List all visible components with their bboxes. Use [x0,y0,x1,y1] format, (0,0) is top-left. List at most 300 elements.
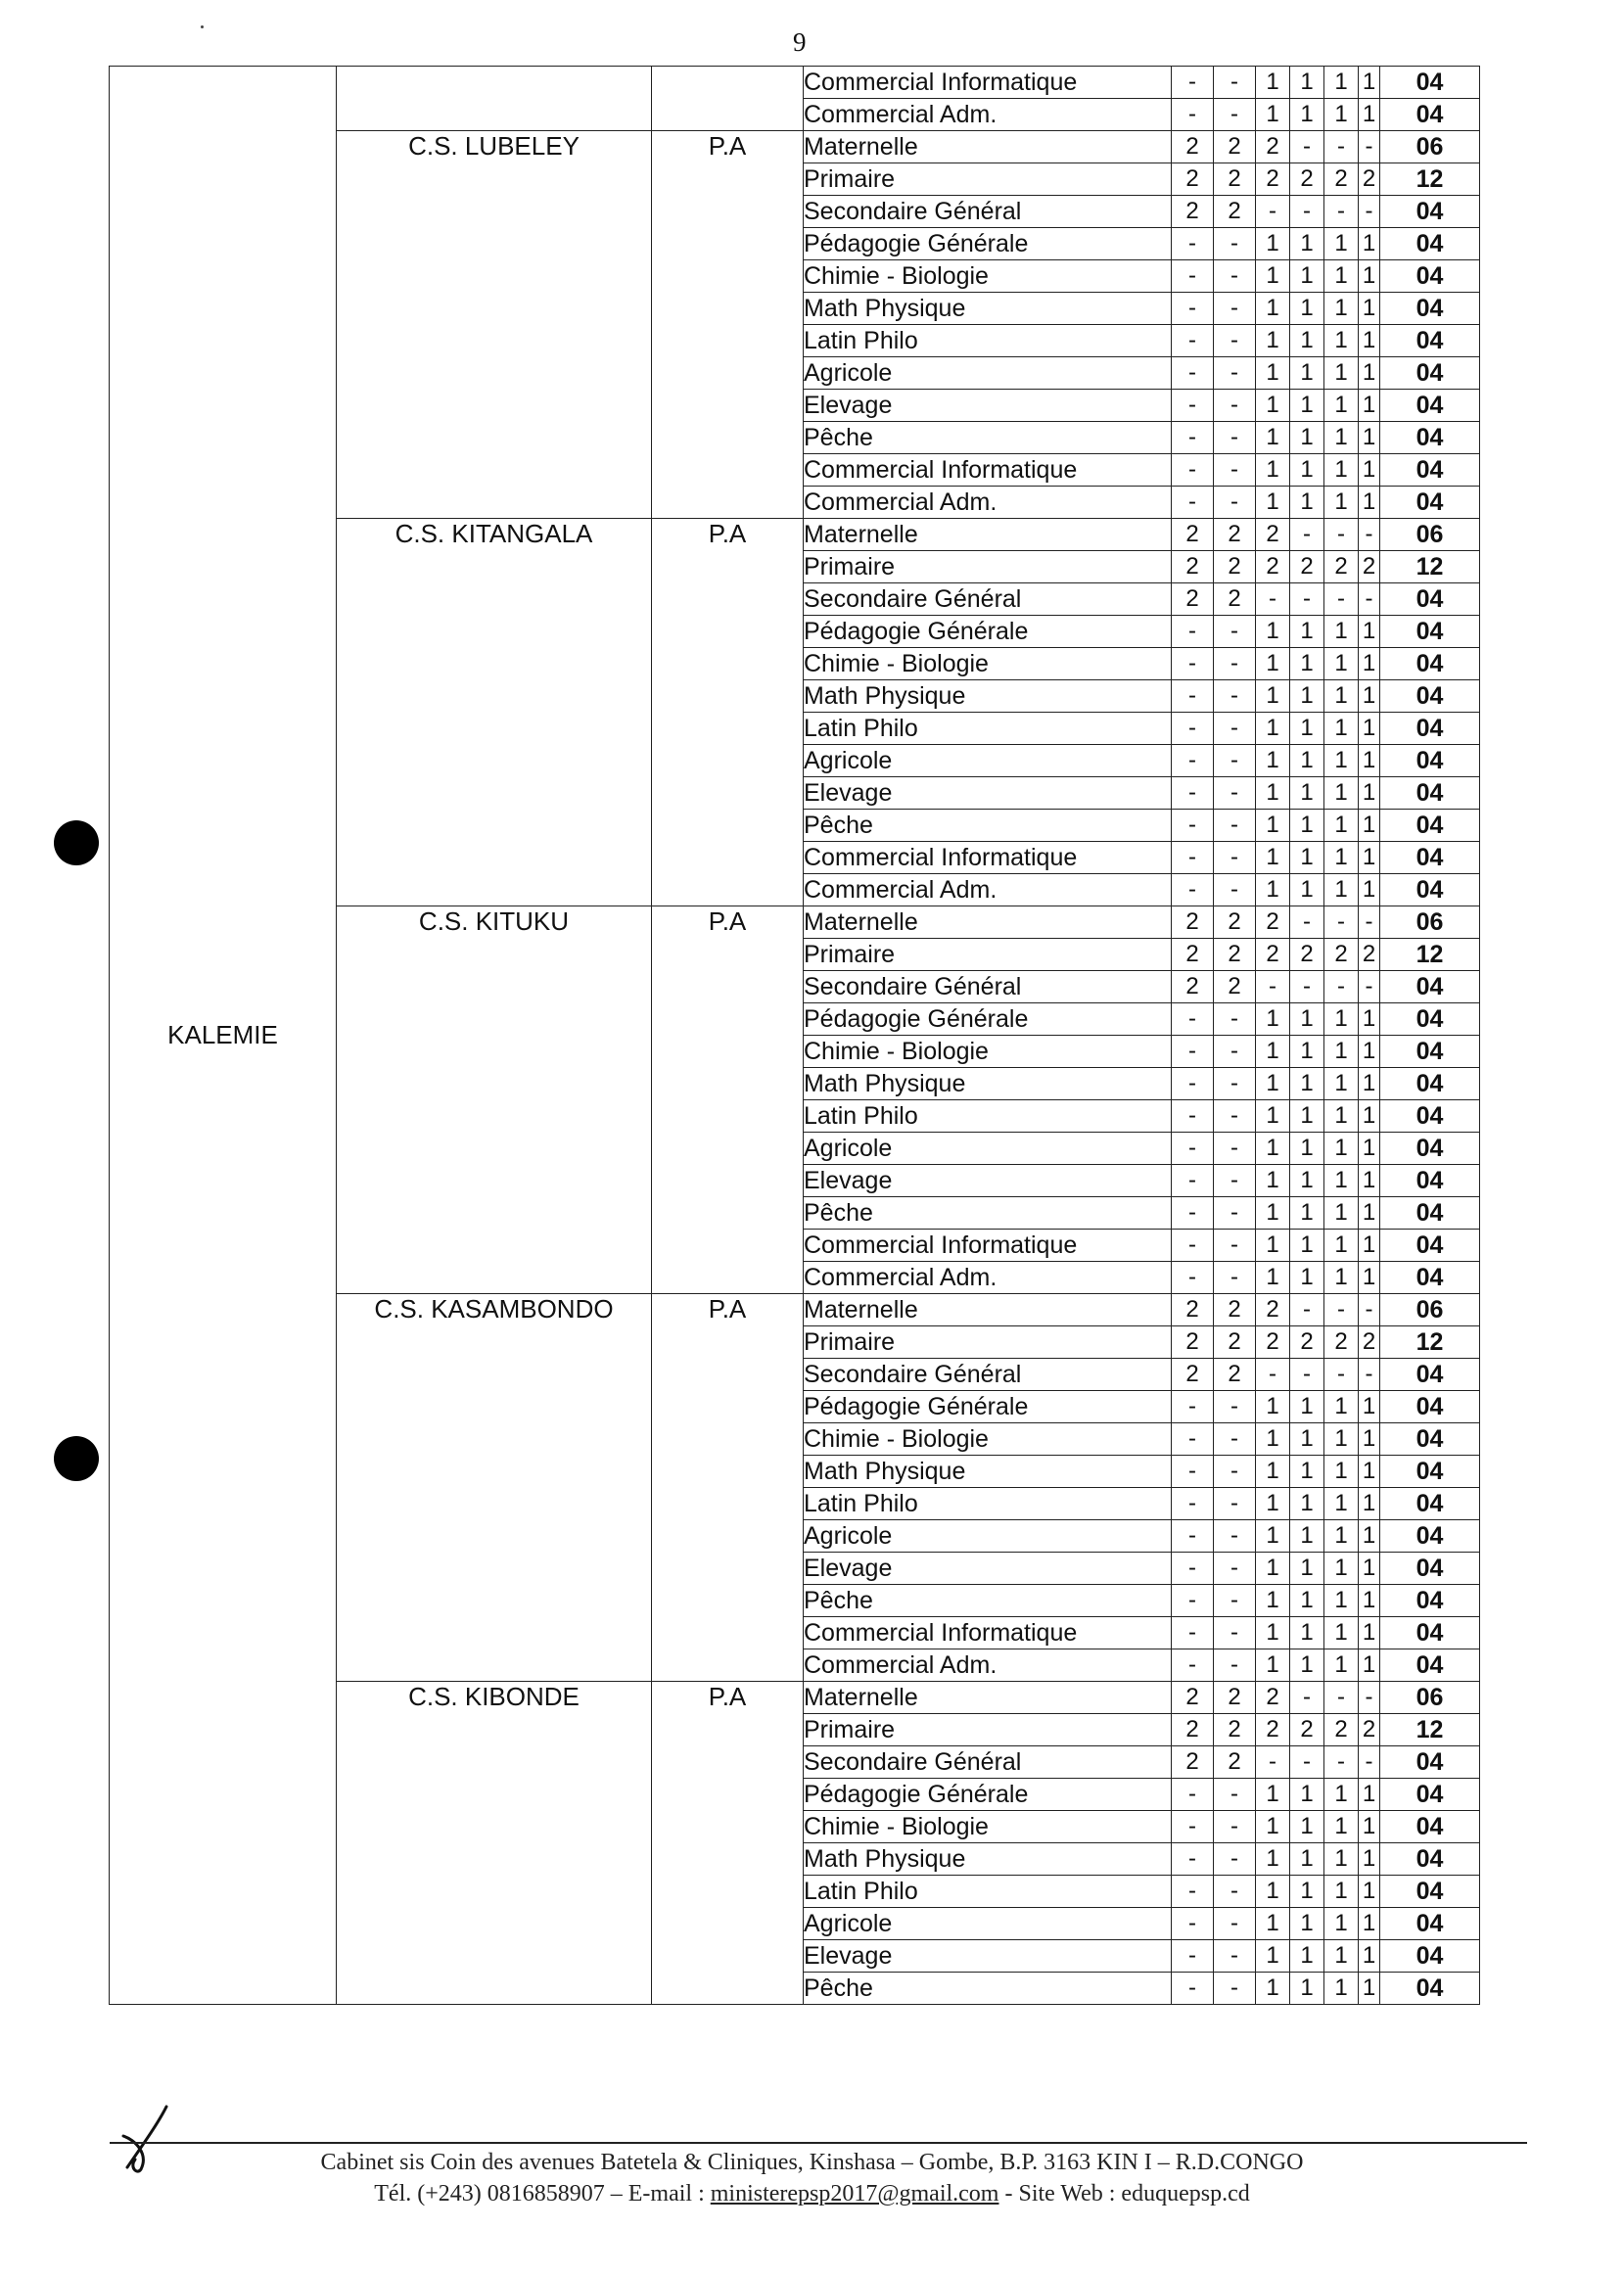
class-count-cell: 1 [1359,745,1380,777]
class-count-cell: 1 [1290,454,1324,487]
class-count-cell: 2 [1256,906,1290,939]
class-count-cell: - [1256,1746,1290,1779]
class-count-cell: - [1214,1553,1256,1585]
class-count-cell: - [1359,131,1380,163]
class-count-cell: - [1172,454,1214,487]
class-count-cell: - [1290,519,1324,551]
class-count-cell: 1 [1290,1391,1324,1423]
class-count-cell: - [1172,390,1214,422]
class-count-cell: - [1214,1068,1256,1100]
class-count-cell: 1 [1290,616,1324,648]
class-count-cell: 1 [1324,1488,1359,1520]
class-count-cell: 1 [1290,1973,1324,2005]
class-count-cell: 1 [1324,648,1359,680]
class-count-cell: 1 [1324,1456,1359,1488]
total-cell: 04 [1380,1973,1480,2005]
class-count-cell: - [1214,422,1256,454]
option-cell: Primaire [804,163,1172,196]
total-cell: 06 [1380,131,1480,163]
class-count-cell: 1 [1290,1488,1324,1520]
class-count-cell: 1 [1324,1165,1359,1197]
class-count-cell: 1 [1290,1423,1324,1456]
binder-hole [54,820,99,865]
class-count-cell: - [1172,1003,1214,1036]
class-count-cell: - [1290,1682,1324,1714]
class-count-cell: 1 [1256,1843,1290,1876]
class-count-cell: - [1172,1068,1214,1100]
class-count-cell: 1 [1256,1520,1290,1553]
option-cell: Primaire [804,1714,1172,1746]
total-cell: 04 [1380,1746,1480,1779]
class-count-cell: 1 [1359,390,1380,422]
school-name-cell: C.S. KASAMBONDO [337,1294,652,1682]
class-count-cell: - [1290,1294,1324,1326]
class-count-cell: 1 [1324,325,1359,357]
footer-phone: Tél. (+243) 0816858907 – E-mail : [374,2181,711,2206]
total-cell: 04 [1380,1262,1480,1294]
class-count-cell: - [1359,1359,1380,1391]
class-count-cell: 2 [1214,163,1256,196]
class-count-cell: - [1172,228,1214,260]
class-count-cell: - [1172,1133,1214,1165]
class-count-cell: 1 [1359,293,1380,325]
option-cell: Primaire [804,939,1172,971]
class-count-cell: 1 [1256,325,1290,357]
class-count-cell: - [1324,519,1359,551]
class-count-cell: 2 [1214,196,1256,228]
option-cell: Chimie - Biologie [804,648,1172,680]
class-count-cell: - [1172,260,1214,293]
class-count-cell: 1 [1256,1423,1290,1456]
class-count-cell: 1 [1324,228,1359,260]
class-count-cell: - [1172,67,1214,99]
class-count-cell: 1 [1324,1908,1359,1940]
class-count-cell: - [1172,1553,1214,1585]
class-count-cell: - [1214,1230,1256,1262]
class-count-cell: - [1172,1488,1214,1520]
class-count-cell: 1 [1359,487,1380,519]
class-count-cell: 1 [1359,810,1380,842]
option-cell: Math Physique [804,1068,1172,1100]
class-count-cell: 1 [1290,777,1324,810]
option-cell: Elevage [804,1940,1172,1973]
class-count-cell: - [1256,196,1290,228]
class-count-cell: 2 [1172,519,1214,551]
class-count-cell: - [1172,99,1214,131]
class-count-cell: 2 [1172,1294,1214,1326]
class-count-cell: 1 [1256,293,1290,325]
class-count-cell: 1 [1290,260,1324,293]
class-count-cell: 1 [1256,1391,1290,1423]
class-count-cell: - [1214,487,1256,519]
total-cell: 04 [1380,971,1480,1003]
class-count-cell: - [1214,260,1256,293]
class-count-cell: - [1214,777,1256,810]
class-count-cell: 1 [1359,1843,1380,1876]
class-count-cell: - [1214,1003,1256,1036]
class-count-cell: 2 [1290,163,1324,196]
class-count-cell: 1 [1359,1230,1380,1262]
class-count-cell: 1 [1290,99,1324,131]
total-cell: 04 [1380,1068,1480,1100]
option-cell: Pêche [804,1197,1172,1230]
class-count-cell: 2 [1214,971,1256,1003]
class-count-cell: - [1214,1779,1256,1811]
class-count-cell: - [1172,777,1214,810]
class-count-cell: 2 [1256,1326,1290,1359]
total-cell: 04 [1380,1876,1480,1908]
option-cell: Commercial Adm. [804,1649,1172,1682]
class-count-cell: - [1256,971,1290,1003]
school-cell-continued [337,67,652,131]
class-count-cell: 1 [1256,1068,1290,1100]
class-count-cell: - [1214,293,1256,325]
class-count-cell: 1 [1324,67,1359,99]
class-count-cell: 2 [1172,971,1214,1003]
class-count-cell: 1 [1290,1456,1324,1488]
class-count-cell: - [1172,874,1214,906]
class-count-cell: - [1214,1649,1256,1682]
class-count-cell: 1 [1324,1779,1359,1811]
class-count-cell: - [1256,583,1290,616]
class-count-cell: 2 [1172,1746,1214,1779]
option-cell: Agricole [804,1520,1172,1553]
total-cell: 04 [1380,745,1480,777]
class-count-cell: 1 [1290,1940,1324,1973]
class-count-cell: 1 [1290,1649,1324,1682]
table-body [110,67,1480,2005]
class-count-cell: 1 [1290,1230,1324,1262]
option-cell: Pédagogie Générale [804,1391,1172,1423]
class-count-cell: - [1214,1520,1256,1553]
class-count-cell: - [1172,1230,1214,1262]
class-count-cell: 2 [1214,1294,1256,1326]
class-count-cell: - [1172,1423,1214,1456]
school-status-cell: P.A [652,1682,804,2005]
class-count-cell: 1 [1290,1100,1324,1133]
class-count-cell: 1 [1290,1036,1324,1068]
class-count-cell: - [1172,1520,1214,1553]
option-cell: Commercial Adm. [804,874,1172,906]
total-cell: 12 [1380,163,1480,196]
class-count-cell: 2 [1324,1714,1359,1746]
class-count-cell: - [1172,422,1214,454]
class-count-cell: - [1172,680,1214,713]
class-count-cell: 1 [1324,745,1359,777]
class-count-cell: 1 [1359,325,1380,357]
class-count-cell: - [1214,1423,1256,1456]
class-count-cell: - [1359,1294,1380,1326]
class-count-cell: 1 [1290,1165,1324,1197]
class-count-cell: - [1172,1391,1214,1423]
class-count-cell: 1 [1359,1197,1380,1230]
total-cell: 04 [1380,390,1480,422]
class-count-cell: - [1214,357,1256,390]
class-count-cell: 2 [1214,551,1256,583]
class-count-cell: 1 [1290,680,1324,713]
class-count-cell: 1 [1359,454,1380,487]
class-count-cell: - [1290,131,1324,163]
total-cell: 12 [1380,551,1480,583]
class-count-cell: 1 [1256,1617,1290,1649]
option-cell: Commercial Informatique [804,1617,1172,1649]
class-count-cell: - [1214,1165,1256,1197]
class-count-cell: 2 [1324,163,1359,196]
class-count-cell: - [1172,713,1214,745]
class-count-cell: 1 [1256,1649,1290,1682]
class-count-cell: - [1214,810,1256,842]
class-count-cell: 1 [1359,357,1380,390]
class-count-cell: 1 [1359,1811,1380,1843]
class-count-cell: 1 [1290,1197,1324,1230]
class-count-cell: 1 [1324,713,1359,745]
class-count-cell: - [1172,1649,1214,1682]
option-cell: Secondaire Général [804,196,1172,228]
total-cell: 12 [1380,1714,1480,1746]
class-count-cell: - [1172,1973,1214,2005]
total-cell: 04 [1380,1488,1480,1520]
class-count-cell: - [1172,1940,1214,1973]
class-count-cell: 1 [1359,1553,1380,1585]
class-count-cell: 1 [1324,874,1359,906]
class-count-cell: 1 [1359,1068,1380,1100]
total-cell: 04 [1380,1391,1480,1423]
class-count-cell: 1 [1359,1876,1380,1908]
footer-website: - Site Web : eduquepsp.cd [998,2181,1250,2206]
class-count-cell: 2 [1359,1326,1380,1359]
page-number: 9 [793,27,807,57]
total-cell: 04 [1380,1617,1480,1649]
class-count-cell: 1 [1324,1876,1359,1908]
class-count-cell: 1 [1359,648,1380,680]
class-count-cell: 1 [1359,260,1380,293]
option-cell: Agricole [804,1133,1172,1165]
class-count-cell: 2 [1214,131,1256,163]
option-cell: Pêche [804,810,1172,842]
class-count-cell: 1 [1256,1811,1290,1843]
total-cell: 04 [1380,99,1480,131]
class-count-cell: 1 [1324,99,1359,131]
class-count-cell: 1 [1256,1262,1290,1294]
class-count-cell: 2 [1214,939,1256,971]
option-cell: Maternelle [804,1682,1172,1714]
class-count-cell: - [1214,1973,1256,2005]
class-count-cell: 1 [1359,1520,1380,1553]
option-cell: Secondaire Général [804,971,1172,1003]
total-cell: 04 [1380,260,1480,293]
class-count-cell: 2 [1324,939,1359,971]
total-cell: 04 [1380,293,1480,325]
class-count-cell: 1 [1256,1973,1290,2005]
class-count-cell: 1 [1359,1779,1380,1811]
total-cell: 04 [1380,357,1480,390]
class-count-cell: - [1290,583,1324,616]
class-count-cell: 1 [1256,1779,1290,1811]
school-status-cell: P.A [652,1294,804,1682]
class-count-cell: 1 [1324,1197,1359,1230]
class-count-cell: - [1214,1100,1256,1133]
class-count-cell: - [1324,583,1359,616]
school-status-cell: P.A [652,906,804,1294]
class-count-cell: 1 [1290,390,1324,422]
total-cell: 04 [1380,1649,1480,1682]
class-count-cell: 1 [1256,422,1290,454]
class-count-cell: 1 [1256,1876,1290,1908]
option-cell: Pêche [804,1973,1172,2005]
class-count-cell: 1 [1256,1133,1290,1165]
class-count-cell: 1 [1256,810,1290,842]
class-count-cell: 1 [1290,842,1324,874]
class-count-cell: 1 [1290,1068,1324,1100]
class-count-cell: - [1324,1682,1359,1714]
class-count-cell: 1 [1359,842,1380,874]
class-count-cell: - [1172,1165,1214,1197]
class-count-cell: 1 [1324,1068,1359,1100]
class-count-cell: 1 [1324,1423,1359,1456]
class-count-cell: - [1214,1488,1256,1520]
class-count-cell: 1 [1256,1003,1290,1036]
status-cell-continued [652,67,804,131]
class-count-cell: - [1324,1294,1359,1326]
class-count-cell: 2 [1290,1326,1324,1359]
total-cell: 04 [1380,1003,1480,1036]
footer-email-link[interactable]: ministerepsp2017@gmail.com [710,2181,999,2206]
class-count-cell: 1 [1359,422,1380,454]
class-count-cell: 1 [1256,1036,1290,1068]
class-count-cell: 2 [1359,163,1380,196]
class-count-cell: - [1214,228,1256,260]
class-count-cell: - [1172,1197,1214,1230]
class-count-cell: 1 [1324,1553,1359,1585]
class-count-cell: 1 [1290,1520,1324,1553]
total-cell: 12 [1380,939,1480,971]
total-cell: 04 [1380,422,1480,454]
class-count-cell: - [1290,1746,1324,1779]
class-count-cell: - [1359,519,1380,551]
option-cell: Elevage [804,777,1172,810]
class-count-cell: 1 [1324,1262,1359,1294]
class-count-cell: 1 [1290,1003,1324,1036]
class-count-cell: 1 [1324,616,1359,648]
class-count-cell: 1 [1359,1100,1380,1133]
class-count-cell: 1 [1359,1262,1380,1294]
class-count-cell: 1 [1256,680,1290,713]
total-cell: 06 [1380,519,1480,551]
class-count-cell: 1 [1290,1617,1324,1649]
total-cell: 04 [1380,1520,1480,1553]
option-cell: Pêche [804,1585,1172,1617]
option-cell: Maternelle [804,1294,1172,1326]
class-count-cell: 1 [1324,1133,1359,1165]
total-cell: 04 [1380,874,1480,906]
option-cell: Primaire [804,1326,1172,1359]
class-count-cell: - [1172,1456,1214,1488]
class-count-cell: 1 [1359,1649,1380,1682]
total-cell: 04 [1380,228,1480,260]
class-count-cell: - [1324,906,1359,939]
table-row [110,67,1480,99]
total-cell: 04 [1380,583,1480,616]
option-cell: Math Physique [804,293,1172,325]
class-count-cell: - [1172,1585,1214,1617]
class-count-cell: - [1256,1359,1290,1391]
class-count-cell: - [1290,906,1324,939]
class-count-cell: - [1214,648,1256,680]
class-count-cell: - [1214,1456,1256,1488]
class-count-cell: - [1214,99,1256,131]
class-count-cell: 1 [1256,1553,1290,1585]
class-count-cell: 1 [1256,487,1290,519]
option-cell: Commercial Informatique [804,454,1172,487]
class-count-cell: 2 [1172,1359,1214,1391]
class-count-cell: 1 [1359,874,1380,906]
footer-rule [110,2142,1527,2144]
class-count-cell: 2 [1256,939,1290,971]
option-cell: Chimie - Biologie [804,260,1172,293]
total-cell: 04 [1380,648,1480,680]
class-count-cell: - [1172,810,1214,842]
total-cell: 04 [1380,1779,1480,1811]
class-count-cell: - [1214,67,1256,99]
class-count-cell: - [1359,583,1380,616]
class-count-cell: 1 [1359,1585,1380,1617]
class-count-cell: - [1214,1262,1256,1294]
option-cell: Pédagogie Générale [804,616,1172,648]
total-cell: 06 [1380,906,1480,939]
class-count-cell: 1 [1359,1973,1380,2005]
class-count-cell: - [1214,1585,1256,1617]
total-cell: 04 [1380,1940,1480,1973]
class-count-cell: 2 [1359,551,1380,583]
option-cell: Maternelle [804,131,1172,163]
class-count-cell: 2 [1214,1682,1256,1714]
total-cell: 04 [1380,810,1480,842]
class-count-cell: 1 [1290,1811,1324,1843]
total-cell: 04 [1380,1036,1480,1068]
class-count-cell: 1 [1324,293,1359,325]
class-count-cell: - [1172,1876,1214,1908]
total-cell: 12 [1380,1326,1480,1359]
class-count-cell: 1 [1324,777,1359,810]
class-count-cell: 2 [1172,1326,1214,1359]
class-count-cell: 1 [1359,1488,1380,1520]
class-count-cell: - [1359,906,1380,939]
option-cell: Agricole [804,1908,1172,1940]
class-count-cell: 1 [1324,1843,1359,1876]
class-count-cell: 1 [1359,99,1380,131]
class-count-cell: - [1214,680,1256,713]
class-count-cell: 1 [1290,67,1324,99]
class-count-cell: 1 [1256,260,1290,293]
class-count-cell: - [1359,196,1380,228]
class-count-cell: 1 [1290,325,1324,357]
class-count-cell: 2 [1256,163,1290,196]
class-count-cell: - [1324,131,1359,163]
total-cell: 04 [1380,777,1480,810]
class-count-cell: - [1324,196,1359,228]
school-name-cell: C.S. KIBONDE [337,1682,652,2005]
class-count-cell: - [1324,1746,1359,1779]
class-count-cell: 1 [1359,1133,1380,1165]
class-count-cell: 1 [1290,648,1324,680]
class-count-cell: 1 [1359,1165,1380,1197]
class-count-cell: 1 [1324,1100,1359,1133]
class-count-cell: - [1214,325,1256,357]
class-count-cell: 2 [1324,551,1359,583]
option-cell: Primaire [804,551,1172,583]
class-count-cell: 1 [1290,487,1324,519]
class-count-cell: 1 [1324,842,1359,874]
